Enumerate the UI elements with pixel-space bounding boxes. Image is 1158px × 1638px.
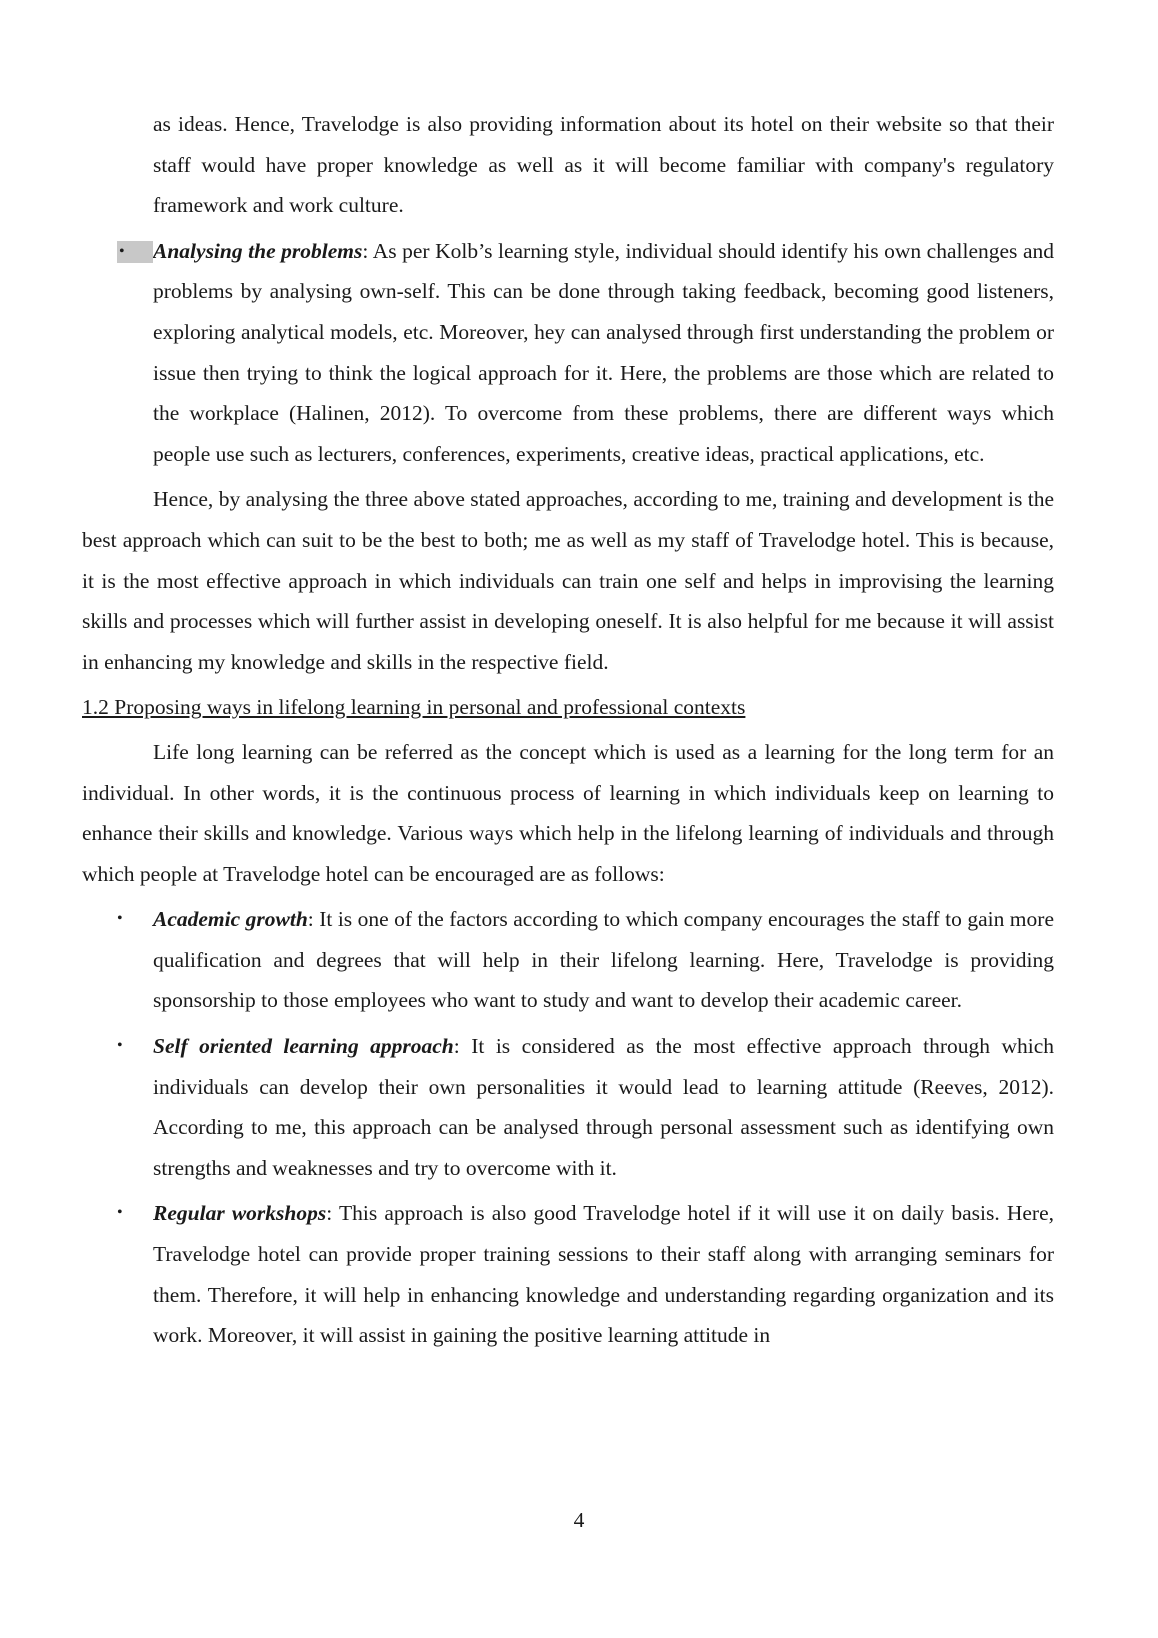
bullet-term: Self oriented learning approach: [153, 1034, 454, 1059]
bullet-regular-workshops: [117, 1193, 1054, 1355]
bullet-icon: •: [117, 1037, 123, 1055]
bullet-text: : This approach is also good Travelodge hotel if it will use it on daily basis. Here, Travelodge hotel can provide proper training sessions to their staff along with arranging seminars for them. Therefore, it will help in enhancing knowledge and understanding regarding organization and its work. Moreover, it will assist in gaining the positive learning attitude in: [153, 1201, 1054, 1348]
bullet-analysing-problems: [119, 231, 1054, 475]
page-number: 4: [573, 1508, 585, 1532]
bullet-text: : It is considered as the most effective approach through which individuals can develop their own personalities it would lead to learning attitude (Reeves, 2012). According to me, this approach can be analysed through personal assessment such as identifying own strengths and weaknesses and try to overcome with it.: [153, 1034, 1054, 1180]
bullet-text: : As per Kolb’s learning style, individual should identify his own challenges and problems by analysing own-self. This can be done through taking feedback, becoming good listeners, exploring analytical models, etc. Moreover, hey can analysed through first understanding the problem or issue then trying to think the logical approach for it. Here, the problems are those which are related to the workplace (Halinen, 2012). To overcome from these problems, there are different ways which people use such as lecturers, conferences, experiments, creative ideas, practical applications, etc.: [153, 238, 1054, 466]
page-body: [82, 104, 1054, 1361]
bullet-text: : It is one of the factors according to which company encourages the staff to gain more qualification and degrees that will help in their lifelong learning. Here, Travelodge is providing sponsorship to those employees who want to study and want to develop their academic career.: [153, 907, 1054, 1013]
bullet-icon: •: [117, 241, 153, 263]
intro-continuation-paragraph: as ideas. Hence, Travelodge is also providing information about its hotel on their website so that their staff would have proper knowledge as well as it will become familiar with company's regulatory framework and work culture.: [153, 112, 1054, 218]
bullet-academic-growth: [117, 899, 1054, 1021]
conclusion-paragraph: Hence, by analysing the three above stated approaches, according to me, training and development is the best approach which can suit to be the best to both; me as well as my staff of Travelodge hotel. This is because, it is the most effective approach in which individuals can train one self and helps in improvising the learning skills and processes which will further assist in developing oneself. It is also helpful for me because it will assist in enhancing my knowledge and skills in the respective field.: [82, 487, 1054, 674]
bullet-term: Academic growth: [153, 907, 308, 932]
bullet-self-oriented-learning: [117, 1026, 1054, 1188]
bullet-icon: •: [117, 910, 123, 928]
bullet-icon: •: [117, 1204, 123, 1222]
bullet-term: Analysing the problems: [153, 238, 363, 263]
section-heading: 1.2 Proposing ways in lifelong learning in personal and professional contexts: [82, 695, 746, 720]
bullet-term: Regular workshops: [153, 1201, 327, 1226]
section-intro-paragraph: Life long learning can be referred as the concept which is used as a learning for the long term for an individual. In other words, it is the continuous process of learning in which individuals keep on learning to enhance their skills and knowledge. Various ways which help in the lifelong learning of individuals and through which people at Travelodge hotel can be encouraged are as follows:: [82, 739, 1054, 886]
